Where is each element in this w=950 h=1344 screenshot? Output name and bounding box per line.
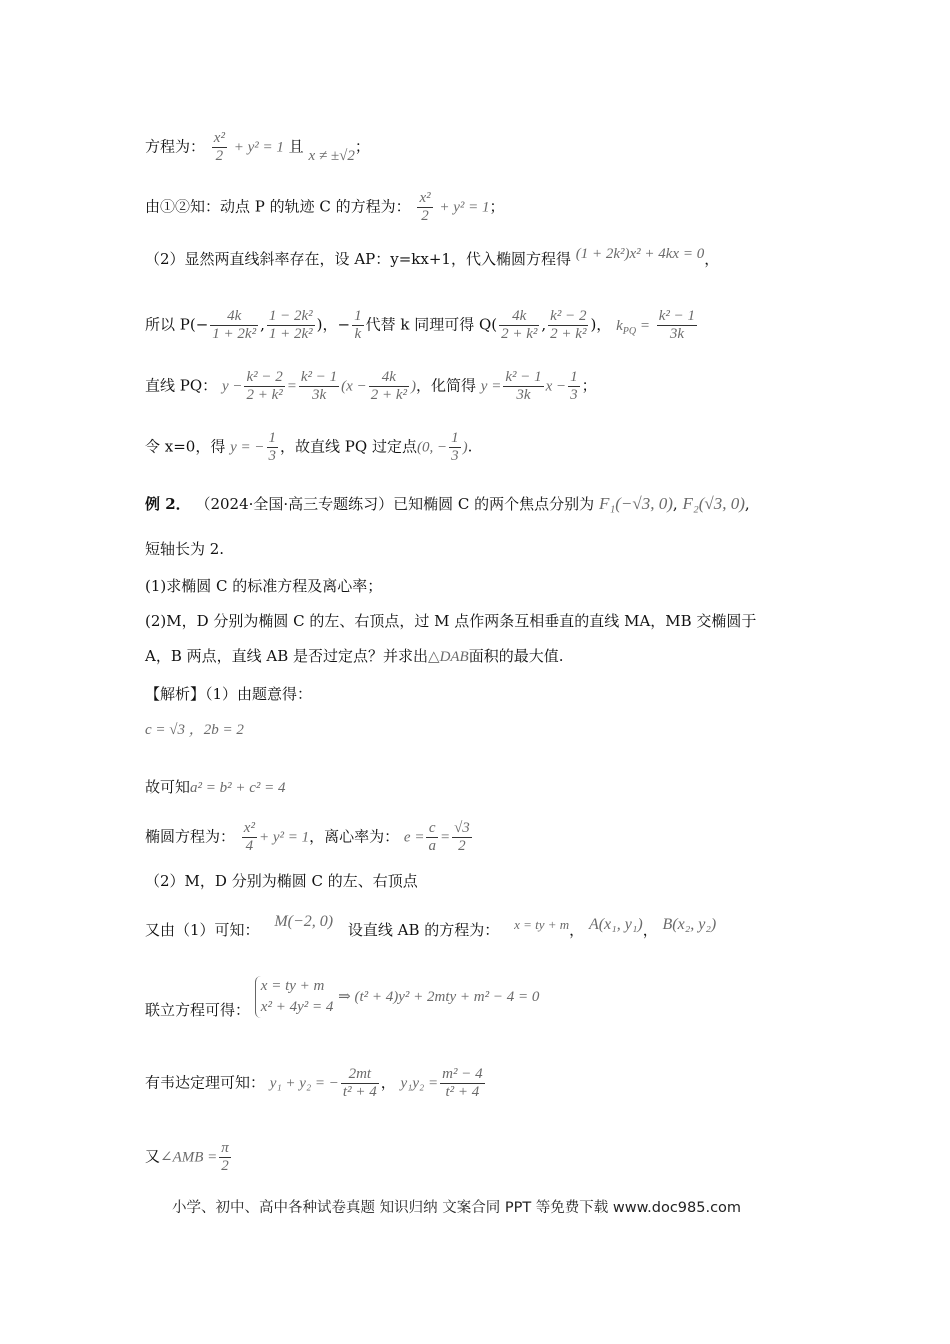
system-equations bbox=[145, 976, 539, 1018]
text: ， bbox=[704, 250, 720, 268]
text: ，化简得 bbox=[415, 376, 476, 395]
line-fixed-point bbox=[145, 430, 472, 465]
fraction: $\frac{\text{x²}}{2}$ bbox=[419, 190, 431, 224]
math: x − bbox=[545, 378, 567, 395]
question-2b bbox=[145, 646, 564, 667]
text: 有韦达定理可知： bbox=[145, 1073, 266, 1092]
math: + y² = 1 bbox=[439, 199, 490, 216]
math: y₁y₂ = bbox=[400, 1075, 439, 1092]
text: ； bbox=[489, 197, 505, 216]
math: a² = b² + c² = 4 bbox=[190, 780, 286, 796]
example-label: 例 2． bbox=[145, 495, 191, 513]
line-ab-equation: x = ty + m bbox=[514, 917, 570, 932]
fraction: $\frac{2mt}{\text{t² + 4}}$ bbox=[342, 1066, 377, 1100]
fraction: $\frac{c}{a}$ bbox=[428, 820, 436, 854]
footer-banner: 小学、初中、高中各种试卷真题 知识归纳 文案合同 PPT 等免费下载 www.doc985.com bbox=[172, 1200, 742, 1216]
math: e = bbox=[403, 829, 425, 846]
text: 令 x=0，得 bbox=[145, 437, 226, 456]
line-slope-setup bbox=[145, 246, 720, 270]
text: 设直线 AB 的方程为： bbox=[347, 921, 500, 939]
question-2a: (2)M，D 分别为椭圆 C 的左、右顶点，过 M 点作两条互相垂直的直线 MA，MB 交椭圆于 bbox=[145, 612, 757, 630]
quadratic-result: ⇒ (t² + 4)y² + 2mty + m² − 4 = 0 bbox=[338, 989, 540, 1005]
system-eq-1: x = ty + m bbox=[260, 978, 325, 994]
text: 联立方程可得： bbox=[145, 1001, 251, 1019]
math: (0, − bbox=[416, 439, 448, 456]
text: （2）显然两直线斜率存在，设 AP：y=kx+1，代入椭圆方程得 bbox=[145, 250, 571, 268]
fraction: $\frac{1}{3}$ bbox=[451, 430, 459, 464]
vieta: 有韦达定理可知： y₁ + y₂ = − $\frac{2mt}{\text{t² + 4}}$ ， y₁y₂ = $\frac{\text{m² − 4}}{\text{t² + 4}}$ bbox=[145, 1066, 483, 1100]
text: )， bbox=[590, 315, 612, 334]
math: ) bbox=[462, 439, 468, 456]
text: 由①②知：动点 P 的轨迹 C 的方程为： bbox=[145, 197, 411, 216]
equation-system bbox=[255, 976, 334, 1018]
fraction: $\frac{1}{3}$ bbox=[268, 430, 277, 464]
question-1: (1)求椭圆 C 的标准方程及离心率； bbox=[145, 577, 383, 595]
math: y = bbox=[480, 378, 502, 395]
math: ) bbox=[410, 378, 416, 395]
triangle-dab: △DAB bbox=[428, 649, 469, 665]
point-b: B(x₂, y₂) bbox=[662, 916, 717, 933]
focus-f2: F₂(√3, 0) bbox=[682, 494, 745, 513]
point-m: M(−2, 0) bbox=[274, 913, 334, 930]
fraction: $\frac{\text{k² − 2}}{\text{2 + k²}}$ bbox=[550, 308, 587, 342]
line-trajectory bbox=[145, 190, 505, 225]
math: = bbox=[439, 829, 451, 846]
line-point-p: 所以 P(− $\frac{4k}{\text{1 + 2k²}}$ , $\frac{\text{1 − 2k²}}{\text{1 + 2k²}}$ )，− $\frac{1}{k}$ 代替 k 同理可得 Q( $\frac{4k}{\text{2 + k²}}$ , $\frac{\text{k² − 2}}{\text{2 + k²}}$ )， $k_{PQ}$ = $\frac{\text{k² − 1}}{3k}$ bbox=[145, 308, 696, 342]
fraction: $\frac{\text{1 − 2k²}}{\text{1 + 2k²}}$ bbox=[268, 308, 313, 342]
fraction: $\frac{1}{3}$ bbox=[570, 369, 578, 403]
point-a: A(x₁, y₁) bbox=[588, 916, 643, 933]
solution-header: 【解析】（1）由题意得： bbox=[145, 685, 313, 703]
text: 面积的最大值. bbox=[468, 647, 564, 665]
math: + y² = 1 bbox=[233, 139, 284, 156]
math-kpq: $k_{PQ}$ = bbox=[616, 317, 650, 337]
text: A，B 两点，直线 AB 是否过定点？并求出 bbox=[145, 647, 429, 665]
math: (1 + 2k²)x² + 4kx = 0 bbox=[575, 246, 705, 262]
math: y − bbox=[221, 378, 243, 395]
text: . bbox=[467, 437, 473, 456]
line-ellipse-equation bbox=[145, 130, 370, 165]
text: ； bbox=[354, 137, 370, 156]
text: 又 bbox=[145, 1147, 161, 1166]
math: y = − bbox=[230, 439, 265, 456]
fraction: $\frac{4k}{\text{2 + k²}}$ bbox=[501, 308, 538, 342]
fraction: $\frac{\text{m² − 4}}{\text{t² + 4}}$ bbox=[442, 1066, 483, 1100]
text: ； bbox=[581, 376, 597, 395]
fraction: $\frac{4k}{\text{2 + k²}}$ bbox=[370, 369, 407, 403]
given-values: c = √3 ，2b = 2 bbox=[145, 722, 244, 738]
part-2-header: （2）M，D 分别为椭圆 C 的左、右顶点 bbox=[145, 872, 418, 890]
example-2-statement: 例 2． （2024·全国·高三专题练习）已知椭圆 C 的两个焦点分别为 F₁(−√3, 0), F₂(√3, 0), bbox=[145, 494, 750, 513]
fraction: $\frac{\text{k² − 1}}{3k}$ bbox=[300, 369, 338, 403]
text: 且 bbox=[288, 137, 304, 156]
text: 所以 P(− bbox=[145, 315, 209, 334]
fraction-x2-over-2: $\frac{\text{x²}}{2}$ bbox=[213, 130, 225, 164]
fraction: $\frac{4k}{\text{1 + 2k²}}$ bbox=[212, 308, 257, 342]
text: 方程为： bbox=[145, 137, 206, 156]
text: （2024·全国·高三专题练习）已知椭圆 C 的两个焦点分别为 bbox=[195, 495, 595, 513]
system-eq-2: x² + 4y² = 4 bbox=[260, 999, 334, 1015]
fraction: $\frac{\text{k² − 2}}{\text{2 + k²}}$ bbox=[246, 369, 283, 403]
fraction: $\frac{1}{k}$ bbox=[354, 308, 362, 342]
angle-amb bbox=[145, 1140, 233, 1175]
example-2-cont: 短轴长为 2. bbox=[145, 540, 225, 558]
math: y₁ + y₂ = − bbox=[269, 1075, 339, 1092]
focus-f1: F₁(−√3, 0) bbox=[598, 494, 673, 513]
fraction: $\frac{\text{k² − 1}}{3k}$ bbox=[505, 369, 542, 403]
text: 椭圆方程为： bbox=[145, 827, 236, 846]
fraction: $\frac{\text{k² − 1}}{3k}$ bbox=[658, 308, 696, 342]
fraction: $\frac{\text{x²}}{4}$ bbox=[243, 820, 255, 854]
derive-a bbox=[145, 777, 286, 798]
text: 直线 PQ： bbox=[145, 376, 218, 395]
fraction: $\frac{\pi}{2}$ bbox=[221, 1140, 229, 1174]
math: = bbox=[286, 378, 297, 395]
known-points: 又由（1）可知： M(−2, 0) 设直线 AB 的方程为： x = ty + m， A(x₁, y₁)， B(x₂, y₂) bbox=[145, 913, 717, 939]
math-condition: x ≠ ±√2 bbox=[308, 147, 355, 164]
text: ，故直线 PQ 过定点 bbox=[280, 437, 417, 456]
text: )，− bbox=[316, 315, 351, 334]
text: ，离心率为： bbox=[309, 827, 400, 846]
text: 故可知 bbox=[145, 778, 191, 796]
math: (x − bbox=[341, 378, 367, 395]
text: 代替 k 同理可得 Q( bbox=[365, 315, 498, 334]
math: ∠AMB = bbox=[160, 1149, 218, 1166]
line-pq bbox=[145, 369, 597, 404]
math: + y² = 1 bbox=[258, 829, 310, 846]
text: 又由（1）可知： bbox=[145, 921, 260, 939]
fraction: $\frac{√3}{2}$ bbox=[454, 820, 470, 854]
ellipse-equation bbox=[145, 820, 474, 855]
